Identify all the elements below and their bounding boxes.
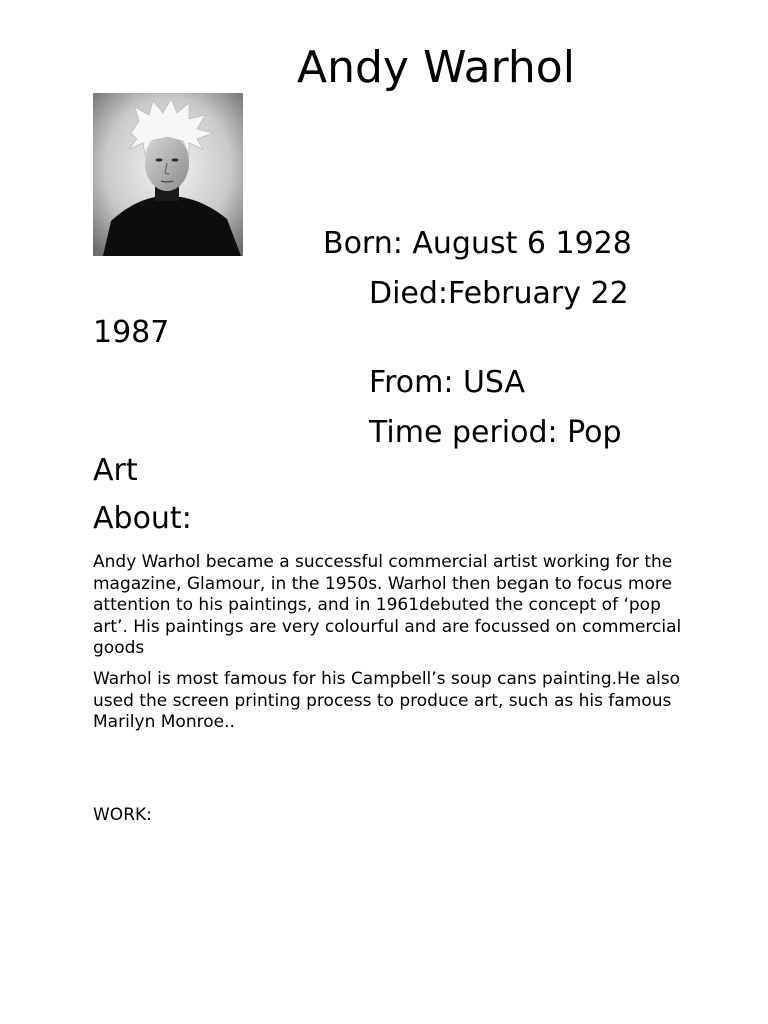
died-text-line1: Died:February 22	[369, 276, 629, 311]
page-title: Andy Warhol	[297, 42, 575, 93]
born-text: Born: August 6 1928	[323, 226, 632, 261]
about-paragraph-2: Warhol is most famous for his Campbell’s soup cans painting.He also used the screen printing process to produce art, such as his famous Marilyn Monroe..	[93, 669, 681, 732]
about-paragraph-1: Andy Warhol became a successful commercial artist working for the magazine, Glamour, in the 1950s. Warhol then began to focus more attention to his paintings, and in 1961debuted the concept of ‘pop art’. His paintings are very colourful and are focussed on commercial goods	[93, 552, 682, 658]
from-text: From: USA	[369, 365, 526, 400]
time-period-text-line1: Time period: Pop	[369, 415, 622, 450]
work-label: WORK:	[93, 805, 152, 825]
about-heading: About:	[93, 501, 192, 536]
time-period-text-line2: Art	[93, 453, 138, 488]
portrait-image	[93, 93, 243, 256]
portrait-photo-icon	[93, 93, 243, 256]
died-text-line2: 1987	[93, 315, 170, 350]
